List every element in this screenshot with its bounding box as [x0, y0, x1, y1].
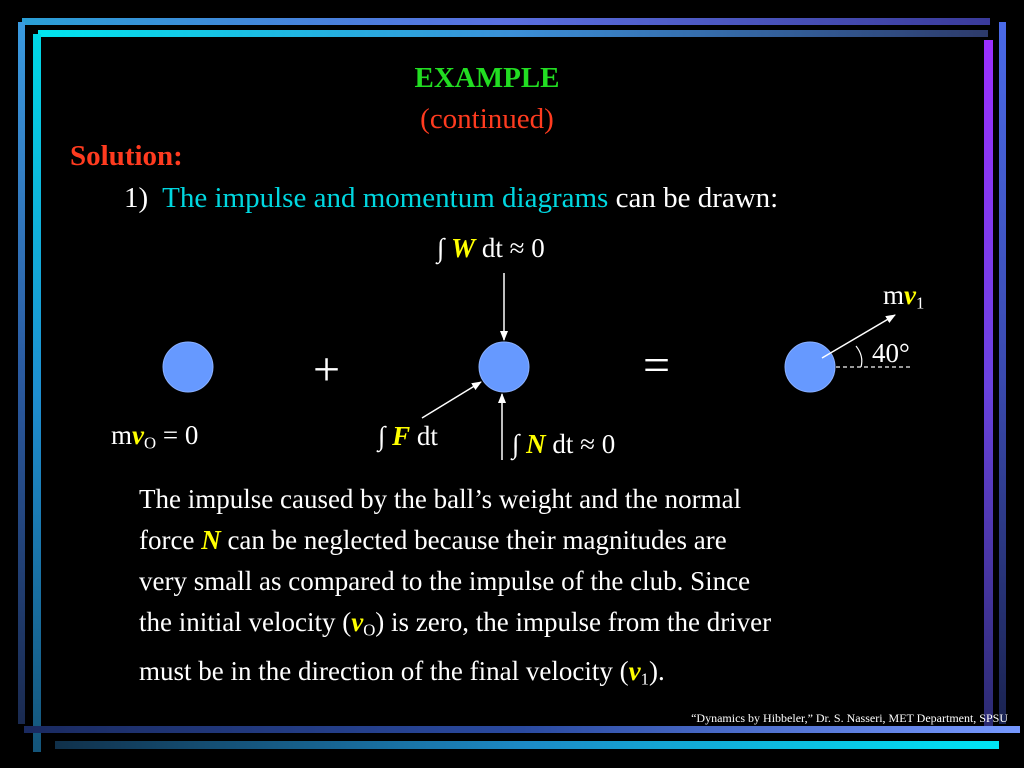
ball-initial	[163, 342, 213, 392]
weight-impulse-label	[437, 235, 545, 262]
explanation-text: ) is zero, the impulse from the driver	[375, 607, 772, 637]
integral-sign: ∫	[437, 233, 445, 263]
force-arrow	[422, 382, 481, 418]
initial-momentum-label	[111, 422, 198, 452]
weight-vector: W	[451, 233, 476, 263]
explanation-line-2	[139, 520, 959, 561]
final-velocity-subscript: 1	[916, 293, 925, 313]
integral-sign: ∫	[512, 429, 520, 459]
final-velocity-vector: v	[904, 280, 916, 310]
initial-velocity-inline-subscript: O	[363, 620, 376, 640]
ball-middle	[479, 342, 529, 392]
explanation-line-5	[139, 651, 959, 700]
force-impulse-label	[378, 423, 438, 450]
explanation-line-3: very small as compared to the impulse of the club. Since	[139, 566, 751, 596]
initial-momentum-rest: = 0	[156, 420, 199, 450]
slide-title: EXAMPLE	[414, 62, 560, 94]
force-vector: F	[392, 421, 411, 451]
weight-impulse-rest: dt ≈ 0	[475, 233, 545, 263]
step-highlight: The impulse and momentum diagrams	[162, 182, 609, 214]
step-number: 1)	[124, 182, 149, 214]
initial-mass: m	[111, 420, 133, 450]
angle-arc	[856, 346, 862, 367]
explanation-paragraph	[139, 479, 959, 699]
normal-vector: N	[526, 429, 546, 459]
slide-subtitle: (continued)	[420, 103, 554, 135]
explanation-text: must be in the direction of the final velocity (	[139, 655, 629, 686]
normal-impulse-label	[512, 431, 615, 458]
explanation-line-1: The impulse caused by the ball’s weight and the normal	[139, 484, 742, 514]
final-momentum-label	[883, 282, 924, 312]
solution-label: Solution:	[70, 140, 183, 172]
plus-sign: +	[313, 343, 341, 396]
explanation-text: force	[139, 525, 202, 555]
explanation-line-4	[139, 602, 959, 651]
angle-label: 40°	[872, 338, 910, 368]
integral-sign: ∫	[378, 421, 386, 451]
explanation-text: ).	[648, 655, 665, 686]
initial-velocity-vector: v	[132, 420, 144, 450]
initial-velocity-inline: v	[351, 607, 364, 637]
ball-final	[785, 342, 835, 392]
explanation-text: the initial velocity (	[139, 607, 352, 637]
slide-footer: “Dynamics by Hibbeler,” Dr. S. Nasseri, MET Department, SPSU	[691, 711, 1008, 725]
final-velocity-inline-subscript: 1	[640, 669, 649, 689]
final-mass: m	[883, 280, 905, 310]
step-rest: can be drawn:	[615, 182, 779, 214]
normal-impulse-rest: dt ≈ 0	[545, 429, 616, 459]
final-velocity-inline: v	[628, 655, 641, 686]
initial-velocity-subscript: O	[144, 433, 157, 453]
force-impulse-rest: dt	[410, 421, 438, 451]
explanation-text: can be neglected because their magnitudes are	[220, 525, 727, 555]
equals-sign: =	[643, 339, 671, 392]
normal-vector-inline: N	[201, 525, 221, 555]
